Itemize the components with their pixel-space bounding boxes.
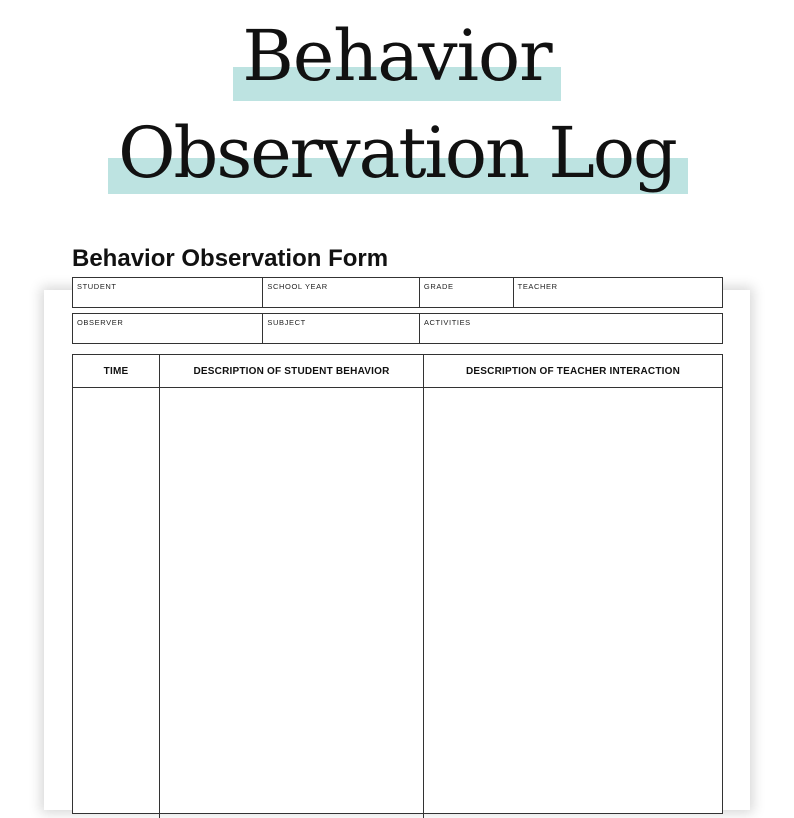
school-year-field[interactable] — [263, 278, 420, 307]
subject-label: SUBJECT — [267, 318, 306, 327]
info-row-2 — [72, 313, 723, 344]
subject-field[interactable] — [263, 314, 420, 343]
school-year-label: SCHOOL YEAR — [267, 282, 328, 291]
header-time: TIME — [73, 355, 160, 387]
student-field[interactable] — [73, 278, 263, 307]
grade-label: GRADE — [423, 282, 454, 291]
activities-field[interactable] — [420, 314, 722, 343]
page-title-line-2: Observation Log — [118, 112, 676, 194]
activities-label: ACTIVITIES — [423, 318, 471, 327]
observation-table — [72, 354, 723, 814]
header-student-behavior: DESCRIPTION OF STUDENT BEHAVIOR — [160, 355, 424, 387]
grade-field[interactable] — [420, 278, 514, 307]
student-behavior-column-cell[interactable] — [160, 388, 424, 818]
teacher-field[interactable] — [514, 278, 722, 307]
observer-label: OBSERVER — [77, 318, 124, 327]
info-row-1 — [72, 277, 723, 308]
header-teacher-interaction: DESCRIPTION OF TEACHER INTERACTION — [465, 365, 681, 377]
observer-field[interactable] — [73, 314, 263, 343]
teacher-interaction-column-cell[interactable] — [424, 388, 722, 818]
time-column-cell[interactable] — [73, 388, 160, 818]
table-header — [73, 355, 722, 388]
teacher-label: TEACHER — [517, 282, 558, 291]
form-title: Behavior Observation Form — [72, 245, 389, 272]
page-title-line-1: Behavior — [242, 15, 552, 97]
student-label: STUDENT — [77, 282, 117, 291]
table-body — [73, 388, 722, 818]
